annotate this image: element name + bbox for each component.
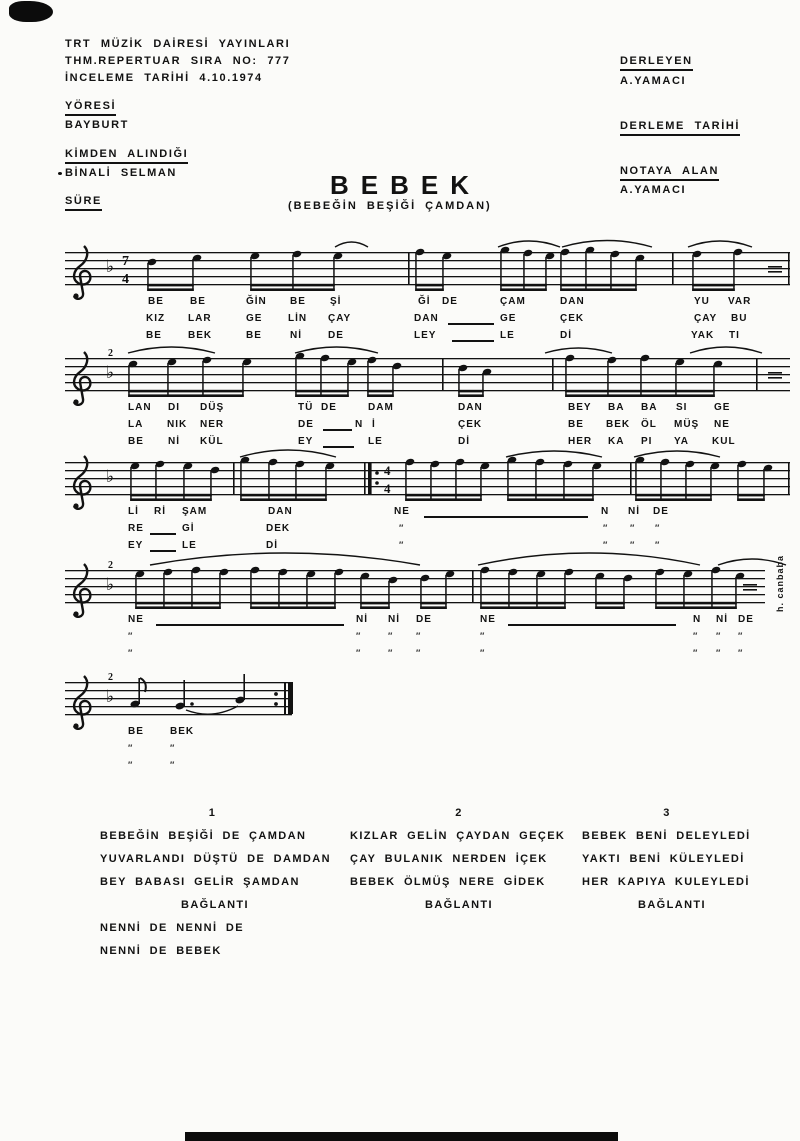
verse-column-3 [582,802,794,917]
ditto-mark: ″ [655,540,660,550]
lyric-syllable: GE [246,313,263,324]
lyric-syllable: EY [298,436,314,447]
lyric-syllable: DAN [268,506,293,517]
lyric-syllable: ŞAM [182,506,208,517]
verse-number: 1 [208,807,217,819]
lyric-syllable: KIZ [146,313,166,324]
lyric-syllable: DEK [266,523,291,534]
beam [480,606,566,609]
ditto-mark: ″ [716,631,721,641]
slur [498,241,560,247]
time-signature-mid: 4 [384,463,391,478]
ditto-mark: ″ [738,648,743,658]
lyric-syllable: EY [128,540,144,551]
beam [360,606,390,609]
lyric-extender-line [448,323,494,325]
ditto-mark: ″ [480,648,485,658]
lyric-syllable: DE [653,506,669,517]
lyric-syllable: LEY [414,330,437,341]
lyric-syllable: KÜL [200,436,224,447]
verse-column-2 [350,802,578,917]
slur [545,348,612,353]
slur [478,553,700,565]
beam [692,288,735,291]
lyric-syllable: DE [298,419,314,430]
ditto-mark: ″ [716,648,721,658]
staff-system-2 [0,324,800,410]
lyric-syllable: N [601,506,610,517]
beam [458,394,484,397]
lyric-syllable: Ğİ [418,296,431,307]
lyric-syllable: ÖL [641,419,657,430]
beam [405,498,482,501]
scan-artifact-bottom-bar [185,1132,618,1141]
treble-clef-icon [74,456,90,509]
lyric-syllable: Nİ [356,614,368,625]
beam [130,498,212,501]
lyric-syllable: Nİ [628,506,640,517]
lyric-syllable: Gİ [182,523,195,534]
ditto-mark: ″ [128,631,133,641]
beam [635,498,712,501]
slur [150,553,420,565]
slur [688,241,752,247]
beam [560,288,637,291]
lyric-syllable: GE [500,313,517,324]
lyric-syllable: BEY [568,402,592,413]
slur [506,451,602,457]
song-title: BEBEK [330,170,482,200]
beam [147,288,194,291]
verse-number: 3 [663,807,671,819]
lyric-syllable: BE [568,419,584,430]
verse-number: 2 [455,807,463,819]
lyric-syllable: DAN [560,296,585,307]
beam [240,498,327,501]
lyric-syllable: İ [372,419,376,430]
ditto-mark: ″ [399,523,404,533]
lyric-syllable: LE [368,436,383,447]
lyric-extender-line [323,429,352,431]
svg-text:2: 2 [108,560,113,571]
svg-text:2: 2 [108,672,113,683]
beam [128,394,244,397]
ditto-mark: ″ [480,631,485,641]
lyric-syllable: Lİ [128,506,139,517]
lyric-syllable: Dİ [458,436,470,447]
slur [128,347,215,353]
lyric-syllable: DÜŞ [200,402,225,413]
flat-sign: ♭ [106,257,115,277]
lyric-syllable: YA [674,436,689,447]
ditto-mark: ″ [738,631,743,641]
lyric-syllable: KA [608,436,625,447]
slur [335,242,368,247]
lyric-syllable: ÇEK [560,313,585,324]
ditto-mark: ″ [399,540,404,550]
lyric-extender-line [150,550,176,552]
refrain-label: BAĞLANTI [424,899,494,911]
beam [135,606,221,609]
lyric-syllable: BE [148,296,164,307]
refrain-line: NENNİ DE NENNİ DE [100,922,244,934]
lyric-syllable: LA [128,419,144,430]
lyric-syllable: DAN [414,313,439,324]
notator-value: A.YAMACI [620,184,687,196]
beam [415,288,444,291]
lyric-extender-line [323,446,354,448]
verse-line: HER KAPIYA KULEYLEDİ [582,876,750,888]
beam [737,498,765,501]
slur [634,451,720,457]
collection-date-label: DERLEME TARİHİ [620,120,740,136]
lyric-syllable: PI [641,436,653,447]
staff-system-5 [0,648,800,734]
lyric-syllable: DAN [458,402,483,413]
scan-artifact-corner [9,1,53,22]
treble-clef-icon [74,352,90,405]
refrain-label: BAĞLANTI [180,899,250,911]
beam [507,498,594,501]
lyric-syllable: BU [731,313,748,324]
lyric-syllable: YAK [691,330,715,341]
lyric-syllable: GE [714,402,731,413]
verse-line: BEBEK BENİ DELEYLEDİ [582,830,751,842]
scan-artifact-speck [58,172,62,175]
ditto-mark: ″ [128,648,133,658]
lyric-syllable: RE [128,523,144,534]
ditto-mark: ″ [356,648,361,658]
slur [690,347,762,353]
treble-clef-icon [74,676,90,729]
ditto-mark: ″ [630,523,635,533]
lyric-syllable: ÇAY [328,313,352,324]
source-person-label: KİMDEN ALINDIĞI [65,148,188,164]
lyric-syllable: HER [568,436,593,447]
collector-label: DERLEYEN [620,55,693,71]
lyric-syllable: Şİ [330,296,342,307]
beam [655,606,737,609]
lyric-syllable: BE [128,436,144,447]
region-value: BAYBURT [65,119,129,131]
ditto-mark: ″ [128,743,133,753]
lyric-syllable: MÜŞ [674,419,700,430]
lyric-syllable: Nİ [716,614,728,625]
svg-text:4: 4 [384,481,391,496]
lyric-syllable: ĞİN [246,296,267,307]
lyric-extender-line [150,533,176,535]
lyric-syllable: BEK [606,419,631,430]
verse-line: ÇAY BULANIK NERDEN İÇEK [350,853,548,865]
lyric-syllable: VAR [728,296,752,307]
verse-line: BEBEĞİN BEŞİĞİ DE ÇAMDAN [100,830,307,842]
lyric-syllable: BE [146,330,162,341]
ditto-mark: ″ [388,631,393,641]
verse-line: YUVARLANDI DÜŞTÜ DE DAMDAN [100,853,331,865]
lyric-syllable: ÇAM [500,296,526,307]
lyric-syllable: DE [442,296,458,307]
lyric-syllable: Dİ [560,330,572,341]
copyist-signature: h. canbaba [775,555,785,613]
beam [367,394,394,397]
lyric-syllable: BA [641,402,658,413]
lyric-extender-line [424,516,588,518]
lyric-syllable: BE [290,296,306,307]
notator-label: NOTAYA ALAN [620,165,719,181]
refrain-label: BAĞLANTI [637,899,707,911]
verse-column-1 [100,802,352,963]
repertoire-no-line: THM.REPERTUAR SIRA NO: 777 [65,55,291,67]
lyric-syllable: NE [394,506,410,517]
lyric-syllable: DE [328,330,344,341]
lyric-syllable: DE [416,614,432,625]
lyric-syllable: TÜ [298,402,314,413]
lyric-syllable: KUL [712,436,736,447]
ditto-mark: ″ [693,631,698,641]
lyric-syllable: LAR [188,313,212,324]
ditto-mark: ″ [416,631,421,641]
beam [250,606,336,609]
lyric-syllable: DE [321,402,337,413]
lyric-syllable: ÇEK [458,419,483,430]
ditto-mark: ″ [693,648,698,658]
ditto-mark: ″ [416,648,421,658]
lyric-syllable: Rİ [154,506,166,517]
svg-text:4: 4 [122,272,129,287]
lyric-syllable: DAM [368,402,394,413]
collector-value: A.YAMACI [620,75,687,87]
flat-sign: ♭ [106,363,115,383]
ditto-mark: ″ [170,760,175,770]
flat-sign: ♭ [106,467,115,487]
verse-line: BEBEK ÖLMÜŞ NERE GİDEK [350,876,546,888]
slur [295,347,378,353]
beam [420,606,447,609]
lyric-extender-line [508,624,676,626]
flat-sign: ♭ [106,575,115,595]
lyric-syllable: YU [694,296,710,307]
time-signature: 7 [122,254,129,269]
lyric-extender-line [156,624,344,626]
lyric-syllable: LİN [288,313,308,324]
lyric-syllable: LE [500,330,515,341]
refrain-line: NENNİ DE BEBEK [100,945,222,957]
source-person-value: BİNALİ SELMAN [65,167,177,179]
lyric-syllable: BA [608,402,625,413]
lyric-syllable: Nİ [168,436,180,447]
beam [565,394,715,397]
region-label: YÖRESİ [65,100,116,116]
ditto-mark: ″ [603,523,608,533]
repeat-barline [364,462,366,494]
lyric-syllable: SI [676,402,688,413]
beam [250,288,335,291]
lyric-syllable: BE [128,726,144,737]
beam [500,288,547,291]
lyric-syllable: N [355,419,364,430]
lyric-syllable: DI [168,402,180,413]
review-date-line: İNCELEME TARİHİ 4.10.1974 [65,72,263,84]
lyric-syllable: LAN [128,402,152,413]
ditto-mark: ″ [388,648,393,658]
ditto-mark: ″ [655,523,660,533]
verse-line: KIZLAR GELİN ÇAYDAN GEÇEK [350,830,566,842]
verse-line: BEY BABASI GELİR ŞAMDAN [100,876,300,888]
ditto-mark: ″ [128,760,133,770]
treble-clef-icon [74,246,90,299]
treble-clef-icon [74,564,90,617]
final-barline [284,682,286,714]
publisher-line: TRT MÜZİK DAİRESİ YAYINLARI [65,38,291,50]
lyric-syllable: Nİ [388,614,400,625]
lyric-syllable: ÇAY [694,313,718,324]
staff-system-1 [0,218,800,304]
svg-text:2: 2 [108,348,113,359]
verse-line: YAKTI BENİ KÜLEYLEDİ [582,853,745,865]
lyric-syllable: NE [480,614,496,625]
slur [240,450,336,457]
lyric-syllable: DE [738,614,754,625]
lyric-syllable: TI [729,330,740,341]
flat-sign: ♭ [106,687,115,707]
slur [562,241,652,248]
lyric-syllable: Nİ [290,330,302,341]
lyric-syllable: NE [714,419,730,430]
lyric-syllable: BEK [188,330,213,341]
duration-label: SÜRE [65,195,102,211]
lyric-syllable: BE [190,296,206,307]
ditto-mark: ″ [170,743,175,753]
lyric-extender-line [452,340,494,342]
lyric-syllable: BE [246,330,262,341]
lyric-syllable: NER [200,419,225,430]
ditto-mark: ″ [356,631,361,641]
lyric-syllable: N [693,614,702,625]
ditto-mark: ″ [603,540,608,550]
beam [595,606,625,609]
beam [295,394,349,397]
song-subtitle: (BEBEĞİN BEŞİĞİ ÇAMDAN) [288,200,492,212]
lyric-syllable: NE [128,614,144,625]
lyric-syllable: NIK [167,419,188,430]
lyric-syllable: BEK [170,726,195,737]
lyric-syllable: LE [182,540,197,551]
ditto-mark: ″ [630,540,635,550]
lyric-syllable: Dİ [266,540,278,551]
